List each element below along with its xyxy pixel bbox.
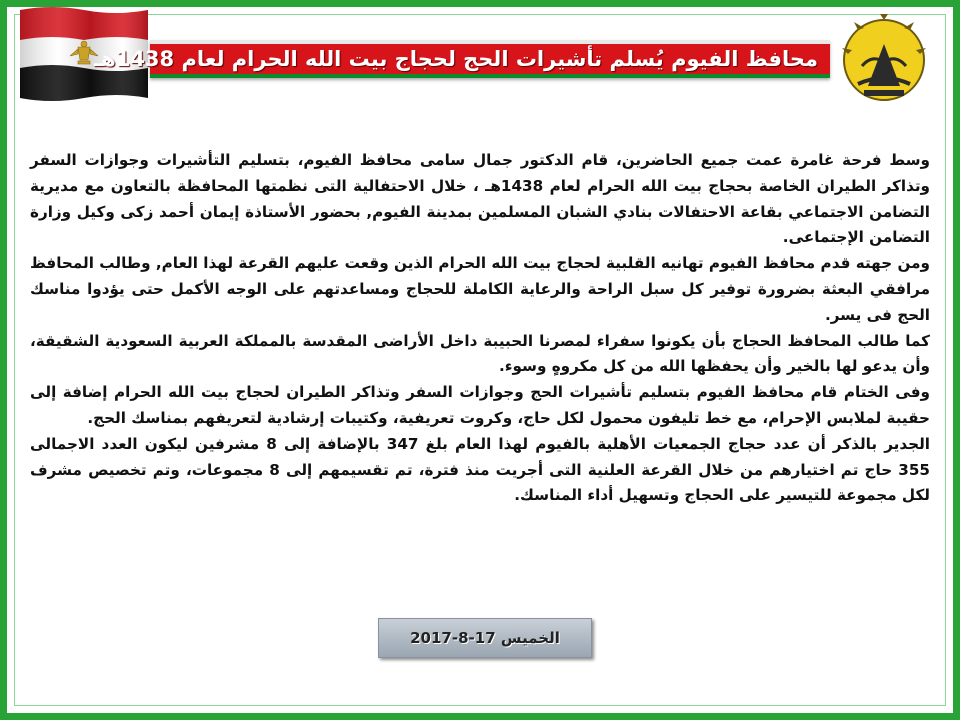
article-paragraph: كما طالب المحافظ الحجاج بأن يكونوا سفراء لمصرنا الحبيبة داخل الأراضى المقدسة بالمملكة العربية السعودية الشقيقة، وأن يدعو لها بالخير وأن يحفظها الله من كل مكروهٍ وسوء. — [30, 331, 930, 376]
fayoum-governorate-logo-icon — [838, 14, 930, 106]
headline-banner — [93, 40, 830, 78]
article-paragraph: وسط فرحة غامرة عمت جميع الحاضرين، قام الدكتور جمال سامى محافظ الفيوم، بتسليم التأشيرات وجوازات السفر وتذاكر الطيران الخاصة بحجاج بيت الله الحرام لعام 1438هـ ، خلال الاحتفالية التى نظمتها المحافظة بالتعاون مع مديرية التضامن الاجتماعي بقاعة الاحتفالات بنادي الشبان المسلمين بمدينة الفيوم, بحضور الأستاذة إيمان أحمد زكى وكيل وزارة التضامن الإجتماعى. — [30, 151, 930, 247]
article-paragraph: الجدير بالذكر أن عدد حجاج الجمعيات الأهلية بالفيوم لهذا العام بلغ 347 بالإضافة إلى 8 مشرفين ليكون العدد الاجمالى 355 حاج تم اختيارهم من خلال القرعة العلنية التى أجريت منذ فترة، تم تقسيمهم إلى 8 مجموعات، وتم تخصيص مشرف لكل مجموعة للتيسير على الحجاج وتسهيل أداء المناسك. — [30, 434, 930, 505]
article-body — [30, 148, 930, 509]
page-title: محافظ الفيوم يُسلم تأشيرات الحج لحجاج بيت الله الحرام لعام 1438هـ — [93, 47, 818, 71]
article-paragraph: ومن جهته قدم محافظ الفيوم تهانيه القلبية لحجاج بيت الله الحرام الذين وقعت عليهم القرعة لهذا العام, وطالب المحافظ مرافقي البعثة بضرورة توفير كل سبل الراحة والرعاية الكاملة للحجاج ومساعدتهم على الوجه الأكمل حتى يؤدوا مناسك الحج فى يسر. — [30, 254, 930, 324]
date-badge — [378, 618, 592, 658]
article-paragraph: وفى الختام قام محافظ الفيوم بتسليم تأشيرات الحج وجوازات السفر وتذاكر الطيران لحجاج بيت الله الحرام إضافة إلى حقيبة لملابس الإحرام، مع خط تليفون محمول لكل حاج، وكروت تعريفية، وكتيبات إرشادية لتعريفهم بمناسك الحج. — [30, 383, 930, 427]
publish-date: الخميس 17-8-2017 — [410, 629, 560, 647]
